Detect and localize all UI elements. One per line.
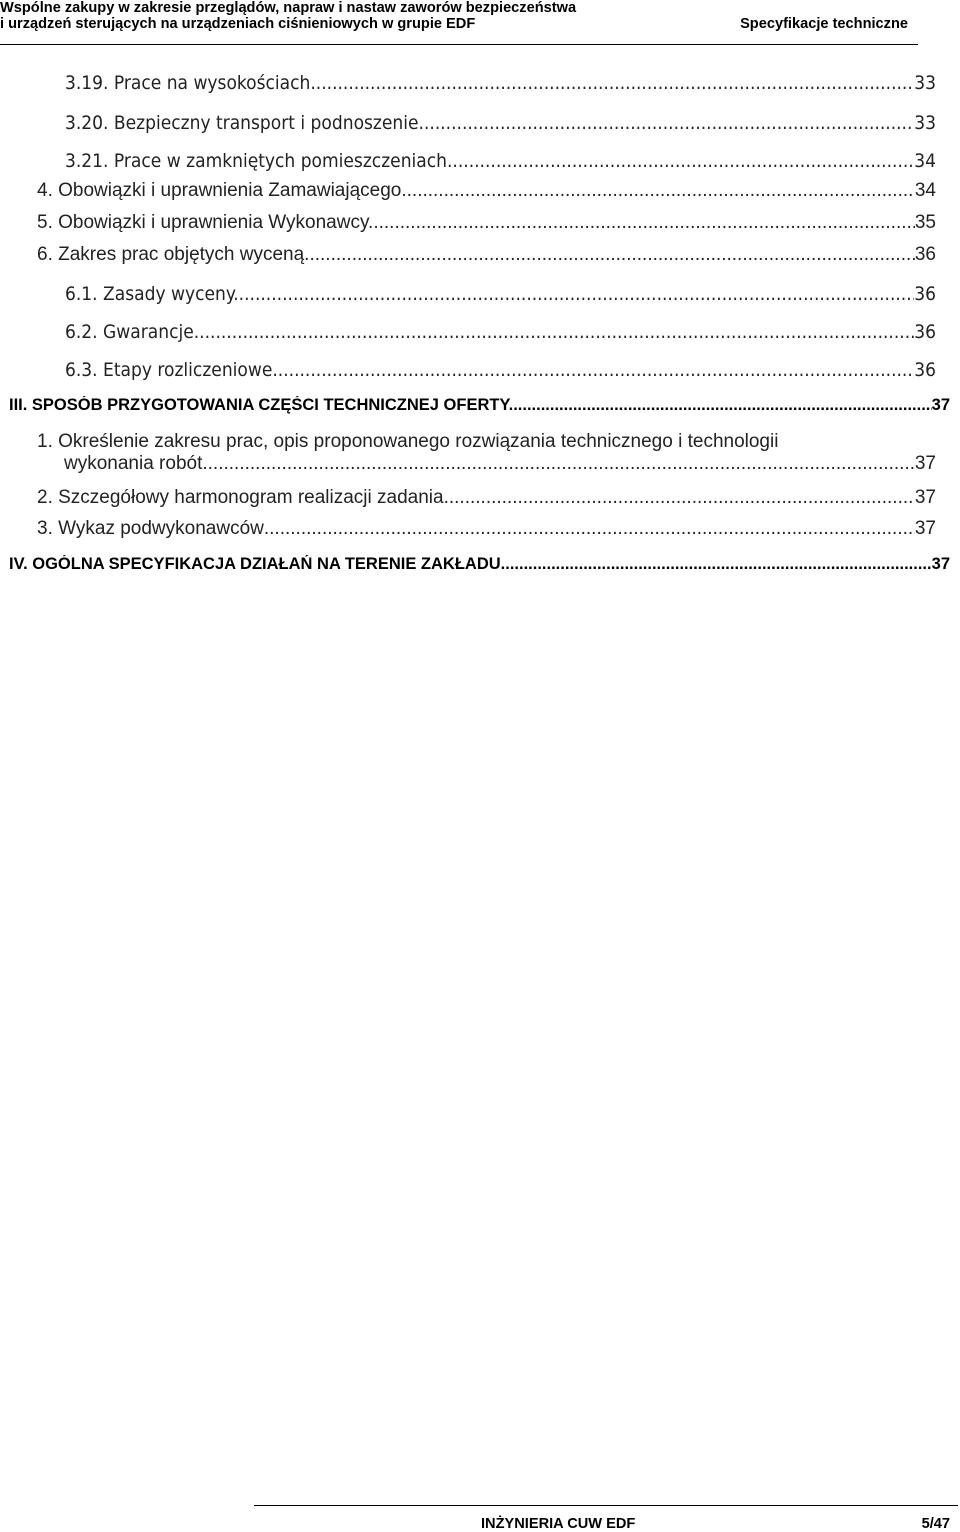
toc-leader-dots [272,359,914,381]
toc-entry-page: 35 [914,212,936,233]
toc-entry-page: 36 [914,359,936,381]
toc-entry-1[interactable] [37,431,936,475]
toc-entry-title: 6.3. Etapy rozliczeniowe [65,359,273,381]
toc-entry-page: 37 [914,453,936,474]
toc-entry-page: 34 [914,150,936,172]
footer-company-name: INŻYNIERIA CUW EDF [481,1516,636,1532]
toc-leader-dots [309,244,914,266]
toc-entry-title: 3.20. Bezpieczny transport i podnoszenie [65,112,419,134]
toc-entry-title: 6.2. Gwarancje [65,321,194,343]
toc-leader-dots [444,487,915,509]
toc-entry-title: 5. Obowiązki i uprawnienia Wykonawcy. [37,212,374,233]
toc-leader-dots [194,321,915,343]
toc-entry-page: 36 [914,244,936,265]
page-header [0,0,918,45]
toc-entry-page: 36 [914,321,936,343]
toc-entry-title: 6.1. Zasady wyceny. [65,283,239,305]
toc-leader-dots [501,555,932,574]
header-title-line-1: Wspólne zakupy w zakresie przeglądów, napraw i nastaw zaworów bezpieczeństwa [0,0,577,16]
toc-leader-dots [452,150,914,172]
toc-leader-dots [239,283,915,305]
toc-entry-5[interactable] [37,212,936,234]
toc-entry-4[interactable] [37,180,936,202]
toc-entry-III[interactable] [9,396,950,415]
toc-entry-3-21[interactable] [65,150,936,172]
toc-entry-title: 2. Szczegółowy harmonogram realizacji zadania [37,487,444,508]
toc-entry-title: 3.21. Prace w zamkniętych pomieszczeniach. [65,150,453,172]
toc-leader-dots [264,518,915,540]
toc-entry-page: 33 [914,112,936,134]
toc-entry-title-line-2: wykonania robót. [64,453,208,474]
toc-entry-page: 33 [914,72,936,94]
toc-entry-title-line-1: 1. Określenie zakresu prac, opis proponowanego rozwiązania technicznego i technologii [37,431,779,452]
toc-entry-2[interactable] [37,487,936,509]
toc-entry-title: III. SPOSÓB PRZYGOTOWANIA CZĘŚCI TECHNICZNEJ OFERTY. [9,396,514,414]
toc-entry-page: 37 [914,487,936,508]
toc-leader-dots [208,453,915,475]
toc-entry-line-2 [64,453,936,475]
toc-entry-page: 37 [931,396,950,414]
toc-entry-6[interactable] [37,244,936,266]
toc-leader-dots [373,212,915,234]
toc-entry-page: 34 [914,180,936,201]
toc-leader-dots [419,112,915,134]
toc-leader-dots [401,180,915,202]
toc-entry-title: 3.19. Prace na wysokościach [65,72,311,94]
toc-entry-title: 3. Wykaz podwykonawców [37,518,264,539]
toc-entry-page: 37 [931,555,950,573]
toc-leader-dots [513,396,931,415]
toc-entry-page: 37 [914,518,936,539]
toc-entry-3[interactable] [37,518,936,540]
header-title-line-2: i urządzeń sterujących na urządzeniach ciśnieniowych w grupie EDF [0,16,476,32]
page-footer [254,1505,958,1532]
toc-entry-title: 4. Obowiązki i uprawnienia Zamawiającego [37,180,402,201]
toc-entry-title: IV. OGÓLNA SPECYFIKACJA DZIAŁAŃ NA TERENIE ZAKŁADU [9,555,501,573]
toc-entry-6-1[interactable] [65,283,936,305]
toc-entry-3-19[interactable] [65,72,936,94]
toc-entry-3-20[interactable] [65,112,936,134]
toc-entry-page: 36 [914,283,936,305]
toc-entry-IV[interactable] [9,555,950,574]
toc-entry-title: 6. Zakres prac objętych wyceną. [37,244,310,265]
header-section-label: Specyfikacje techniczne [740,16,908,32]
toc-entry-6-2[interactable] [65,321,936,343]
footer-page-number: 5/47 [921,1516,950,1532]
toc-leader-dots [310,72,914,94]
toc-entry-6-3[interactable] [65,359,936,381]
